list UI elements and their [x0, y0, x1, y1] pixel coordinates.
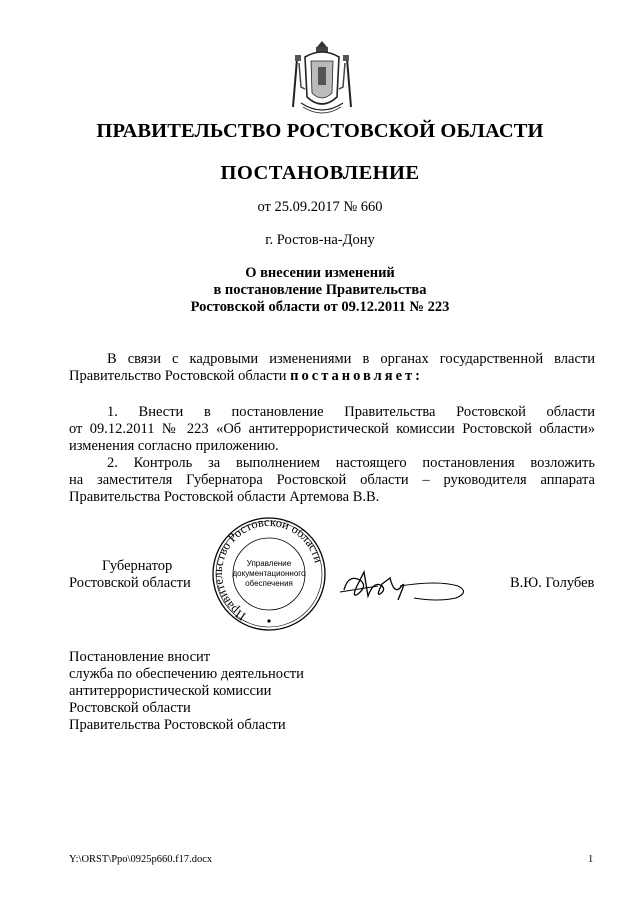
paragraph-line	[69, 368, 595, 385]
page-number: 1	[588, 854, 594, 865]
intro-text: Правительство Ростовской области	[69, 368, 287, 384]
coat-of-arms-icon	[291, 37, 353, 119]
item-2-paragraph	[69, 455, 595, 506]
item-1-paragraph	[69, 404, 595, 455]
paragraph-line: 1. Внести в постановление Правительства Ростовской области	[107, 404, 595, 420]
document-subject	[0, 265, 640, 316]
note-line: Ростовской области	[69, 700, 191, 716]
subject-line: Ростовской области от 09.12.2011 № 223	[190, 299, 450, 315]
official-stamp-icon	[203, 517, 335, 631]
handwritten-signature-icon	[338, 560, 468, 610]
decree-word: постановляет:	[290, 368, 424, 384]
subject-line: в постановление Правительства	[213, 282, 427, 298]
paragraph-line: Правительства Ростовской области Артемова В.В.	[69, 489, 380, 505]
role-line: Губернатор	[102, 558, 173, 574]
paragraph-line: 2. Контроль за выполнением настоящего постановления возложить	[107, 455, 595, 471]
note-line: Постановление вносит	[69, 649, 211, 665]
footer-file-path: Y:\ORST\Ppo\0925p660.f17.docx	[69, 854, 213, 865]
note-line: Правительства Ростовской области	[69, 717, 286, 733]
stamp-inner-line: документационного	[232, 569, 306, 578]
document-city: г. Ростов-на-Дону	[265, 232, 375, 248]
document-type: ПОСТАНОВЛЕНИЕ	[220, 162, 420, 184]
note-line: антитеррористической комиссии	[69, 683, 272, 699]
government-title: ПРАВИТЕЛЬСТВО РОСТОВСКОЙ ОБЛАСТИ	[96, 120, 544, 142]
paragraph-line: на заместителя Губернатора Ростовской области – руководителя аппарата	[69, 472, 595, 488]
paragraph-line: от 09.12.2011 № 223 «Об антитеррористической комиссии Ростовской области»	[69, 421, 595, 437]
submitted-by-note	[69, 649, 304, 734]
paragraph-line: В связи с кадровыми изменениями в органах государственной власти	[107, 351, 595, 367]
stamp-inner-line: Управление	[246, 559, 292, 568]
stamp-inner-line: обеспечения	[245, 579, 293, 588]
role-line: Ростовской области	[69, 575, 191, 591]
signatory-name: В.Ю. Голубев	[510, 575, 595, 591]
paragraph-line: изменения согласно приложению.	[69, 438, 279, 454]
subject-line: О внесении изменений	[245, 265, 395, 281]
document-date-number: от 25.09.2017 № 660	[257, 199, 383, 215]
signatory-role	[69, 558, 191, 592]
note-line: служба по обеспечению деятельности	[69, 666, 304, 682]
intro-paragraph	[69, 351, 595, 385]
stamp-ring-text: Правительство Ростовской области	[210, 517, 326, 624]
